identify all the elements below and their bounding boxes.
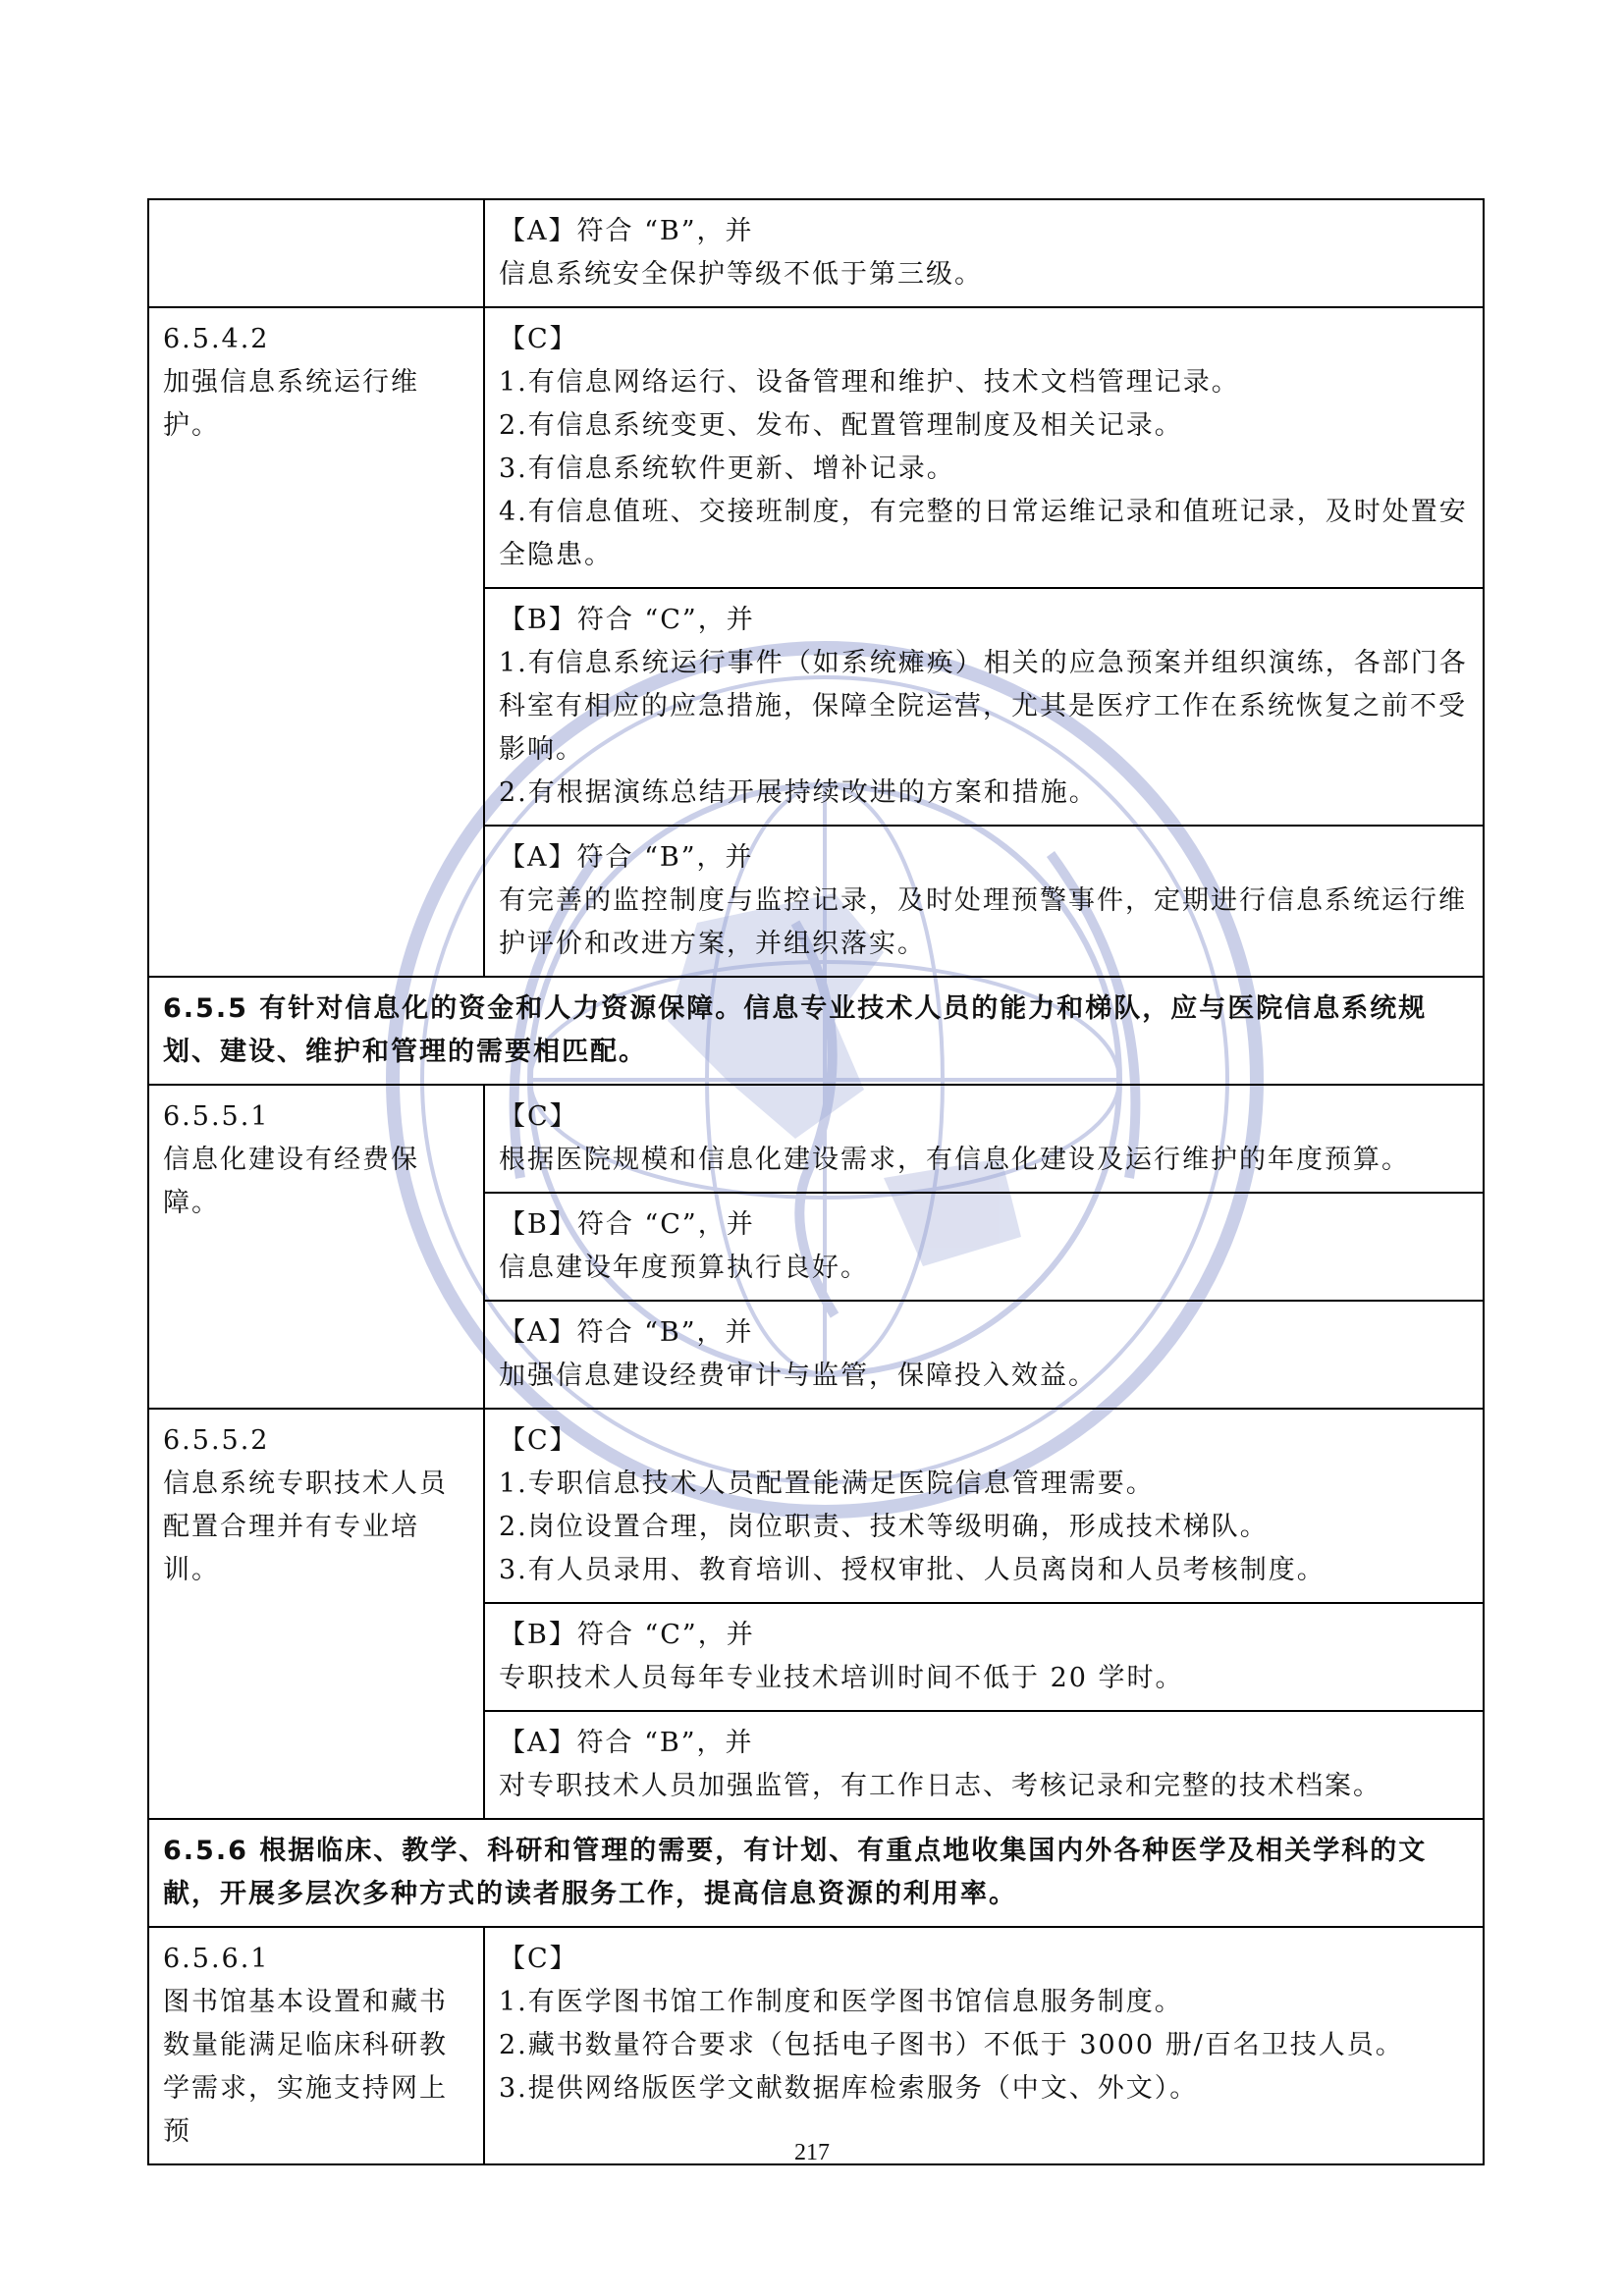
criterion-text: 2.藏书数量符合要求（包括电子图书）不低于 3000 册/百名卫技人员。 [499,2030,1404,2060]
grade-label: 【C】 [499,1425,578,1456]
grade-label: 【A】符合 “B”，并 [499,216,754,246]
criterion-text: 2.有根据演练总结开展持续改进的方案和措施。 [499,777,1098,808]
criterion-text: 1.有信息网络运行、设备管理和维护、技术文档管理记录。 [499,367,1240,398]
item-title: 信息化建设有经费保障。 [163,1145,419,1218]
section-row [148,1819,1484,1927]
right-cell [484,1085,1484,1193]
criterion-text: 信息系统安全保护等级不低于第三级。 [499,259,983,290]
grade-label: 【B】符合 “C”，并 [499,605,755,635]
item-number: 6.5.6.1 [163,1944,270,1974]
grade-label: 【C】 [499,324,578,354]
page-number: 217 [794,2140,830,2165]
section-row [148,977,1484,1085]
criterion-text: 对专职技术人员加强监管，有工作日志、考核记录和完整的技术档案。 [499,1771,1381,1801]
criterion-text: 3.有信息系统软件更新、增补记录。 [499,454,955,484]
left-cell [148,1409,484,1819]
standards-table [147,198,1485,2165]
table-row [148,1409,1484,1603]
item-title: 图书馆基本设置和藏书数量能满足临床科研教学需求，实施支持网上预 [163,1987,448,2147]
table-row [148,1085,1484,1193]
right-cell [484,588,1484,826]
right-cell [484,1193,1484,1301]
criterion-text: 有完善的监控制度与监控记录，及时处理预警事件，定期进行信息系统运行维护评价和改进方案，并组织落实。 [499,885,1467,959]
grade-label: 【A】符合 “B”，并 [499,842,754,873]
left-cell [148,307,484,977]
item-title: 信息系统专职技术人员配置合理并有专业培训。 [163,1468,448,1585]
section-heading: 6.5.5 有针对信息化的资金和人力资源保障。信息专业技术人员的能力和梯队，应与医院信息系统规划、建设、维护和管理的需要相匹配。 [148,977,1484,1085]
right-cell [484,826,1484,977]
right-cell [484,307,1484,588]
item-number: 6.5.5.2 [163,1425,270,1456]
criterion-text: 4.有信息值班、交接班制度，有完整的日常运维记录和值班记录，及时处置安全隐患。 [499,497,1468,570]
grade-label: 【C】 [499,1944,578,1974]
criterion-text: 根据医院规模和信息化建设需求，有信息化建设及运行维护的年度预算。 [499,1145,1410,1175]
grade-label: 【A】符合 “B”，并 [499,1317,754,1348]
right-cell [484,199,1484,307]
right-cell [484,1711,1484,1819]
criterion-text: 3.提供网络版医学文献数据库检索服务（中文、外文）。 [499,2073,1199,2104]
criterion-text: 加强信息建设经费审计与监管，保障投入效益。 [499,1361,1097,1391]
grade-label: 【C】 [499,1101,578,1132]
right-cell [484,1301,1484,1409]
criterion-text: 专职技术人员每年专业技术培训时间不低于 20 学时。 [499,1663,1184,1693]
left-cell [148,1085,484,1409]
grade-label: 【B】符合 “C”，并 [499,1209,755,1240]
table-row [148,199,1484,307]
criterion-text: 1.有医学图书馆工作制度和医学图书馆信息服务制度。 [499,1987,1183,2017]
right-cell [484,1927,1484,2164]
table-row [148,1927,1484,2164]
criterion-text: 2.岗位设置合理，岗位职责、技术等级明确，形成技术梯队。 [499,1512,1269,1542]
criterion-text: 1.有信息系统运行事件（如系统瘫痪）相关的应急预案并组织演练，各部门各科室有相应的应急措施，保障全院运营，尤其是医疗工作在系统恢复之前不受影响。 [499,648,1468,765]
criterion-text: 1.专职信息技术人员配置能满足医院信息管理需要。 [499,1468,1155,1499]
right-cell [484,1409,1484,1603]
left-cell [148,199,484,307]
criterion-text: 信息建设年度预算执行良好。 [499,1253,869,1283]
criterion-text: 2.有信息系统变更、发布、配置管理制度及相关记录。 [499,410,1183,441]
left-cell [148,1927,484,2164]
grade-label: 【B】符合 “C”，并 [499,1620,755,1650]
criterion-text: 3.有人员录用、教育培训、授权审批、人员离岗和人员考核制度。 [499,1555,1326,1585]
right-cell [484,1603,1484,1711]
item-title: 加强信息系统运行维护。 [163,367,419,441]
item-number: 6.5.5.1 [163,1101,270,1132]
section-heading: 6.5.6 根据临床、教学、科研和管理的需要，有计划、有重点地收集国内外各种医学及相关学科的文献，开展多层次多种方式的读者服务工作，提高信息资源的利用率。 [148,1819,1484,1927]
table-row [148,307,1484,588]
item-number: 6.5.4.2 [163,324,270,354]
grade-label: 【A】符合 “B”，并 [499,1728,754,1758]
